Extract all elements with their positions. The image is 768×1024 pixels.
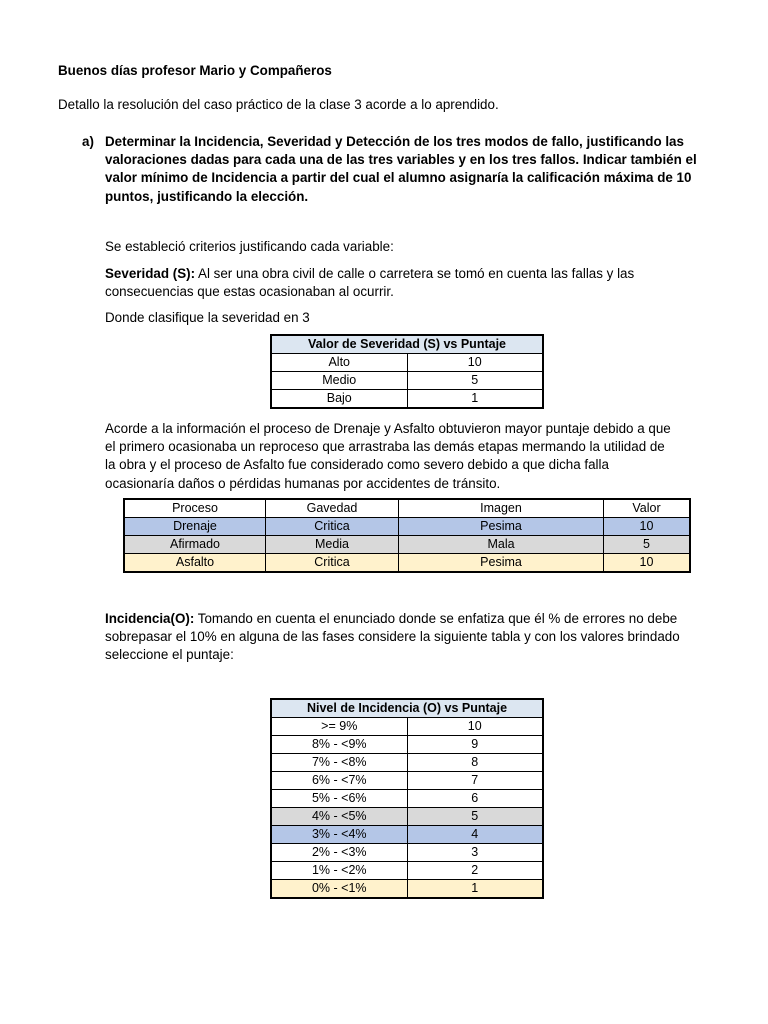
paragraph-line: la obra y el proceso de Asfalto fue considerado como severo debido a que dicha falla: [105, 457, 609, 473]
table-cell: 1: [407, 390, 543, 409]
question-marker: a): [82, 134, 94, 149]
table-row: [271, 844, 543, 862]
table-row: [271, 718, 543, 736]
incidence-paragraph: [105, 610, 730, 665]
severity-label: Severidad (S):: [105, 266, 196, 281]
table-header: Valor: [604, 499, 691, 518]
table-row: [271, 772, 543, 790]
table-cell: Medio: [271, 372, 407, 390]
question-line: puntos, justificando la elección.: [105, 188, 309, 204]
table-cell: Bajo: [271, 390, 407, 409]
table-row: [271, 754, 543, 772]
table-cell: 9: [407, 736, 543, 754]
intro-text: Detallo la resolución del caso práctico de la clase 3 acorde a lo aprendido.: [58, 97, 499, 112]
table-cell: 10: [604, 518, 691, 536]
incidence-text: sobrepasar el 10% en alguna de las fases considere la siguiente tabla y con los valores brindado: [105, 629, 680, 645]
table-row: [124, 554, 690, 573]
incidence-text: Tomando en cuenta el enunciado donde se enfatiza que él % de errores no debe: [194, 611, 678, 626]
table-cell: 3: [407, 844, 543, 862]
paragraph-line: ocasionaría daños o pérdidas humanas por accidentes de tránsito.: [105, 475, 501, 491]
table-cell: Mala: [399, 536, 604, 554]
table-header: Gavedad: [266, 499, 399, 518]
table-cell: Critica: [266, 554, 399, 573]
greeting: Buenos días profesor Mario y Compañeros: [58, 63, 332, 78]
table-cell: 1: [407, 880, 543, 899]
table-row: [271, 390, 543, 409]
process-table: [123, 498, 691, 573]
table-cell: 6: [407, 790, 543, 808]
table-row: [271, 372, 543, 390]
criteria-intro: Se estableció criterios justificando cada variable:: [105, 239, 394, 254]
table-cell: 7% - <8%: [271, 754, 407, 772]
severity-text: consecuencias que estas ocasionaban al ocurrir.: [105, 284, 394, 300]
table-cell: 5: [604, 536, 691, 554]
table-row: [271, 808, 543, 826]
paragraph-line: Acorde a la información el proceso de Drenaje y Asfalto obtuvieron mayor puntaje debido a que: [105, 421, 671, 436]
table-cell: 5: [407, 372, 543, 390]
table-cell: Critica: [266, 518, 399, 536]
table-cell: 4: [407, 826, 543, 844]
table-cell: 8% - <9%: [271, 736, 407, 754]
table-cell: 2% - <3%: [271, 844, 407, 862]
severity-classify: Donde clasifique la severidad en 3: [105, 310, 310, 325]
table-cell: 6% - <7%: [271, 772, 407, 790]
table-row: [124, 518, 690, 536]
paragraph-2: [105, 420, 730, 493]
table-cell: 8: [407, 754, 543, 772]
table-header: Imagen: [399, 499, 604, 518]
table-header-row: [124, 499, 690, 518]
incidence-text: seleccione el puntaje:: [105, 647, 234, 663]
incidence-table-title: Nivel de Incidencia (O) vs Puntaje: [271, 699, 543, 718]
table-cell: Afirmado: [124, 536, 266, 554]
table-cell: 5: [407, 808, 543, 826]
table-cell: Alto: [271, 354, 407, 372]
table-cell: 10: [407, 354, 543, 372]
table-cell: 10: [407, 718, 543, 736]
table-cell: 7: [407, 772, 543, 790]
severity-table: [270, 334, 544, 409]
table-cell: Pesima: [399, 554, 604, 573]
table-cell: 10: [604, 554, 691, 573]
question-line: valoraciones dadas para cada una de las tres variables y en los tres fallos. Indicar también el: [105, 152, 697, 168]
table-cell: Drenaje: [124, 518, 266, 536]
table-cell: 2: [407, 862, 543, 880]
table-row: [271, 736, 543, 754]
table-header: Proceso: [124, 499, 266, 518]
table-cell: Media: [266, 536, 399, 554]
table-row: [271, 790, 543, 808]
table-row: [271, 880, 543, 899]
table-cell: 3% - <4%: [271, 826, 407, 844]
table-row: [271, 862, 543, 880]
table-cell: 4% - <5%: [271, 808, 407, 826]
table-row: [271, 826, 543, 844]
table-cell: Asfalto: [124, 554, 266, 573]
incidence-table: [270, 698, 544, 899]
table-cell: Pesima: [399, 518, 604, 536]
severity-text: Al ser una obra civil de calle o carretera se tomó en cuenta las fallas y las: [195, 266, 635, 281]
incidence-label: Incidencia(O):: [105, 611, 195, 626]
question-line: valor mínimo de Incidencia a partir del cual el alumno asignaría la calificación máxima de 10: [105, 170, 692, 186]
table-cell: 1% - <2%: [271, 862, 407, 880]
severity-table-title: Valor de Severidad (S) vs Puntaje: [271, 335, 543, 354]
table-cell: 5% - <6%: [271, 790, 407, 808]
severity-paragraph: [105, 265, 725, 301]
question-line: Determinar la Incidencia, Severidad y Detección de los tres modos de fallo, justificando las: [105, 134, 684, 149]
table-row: [124, 536, 690, 554]
question-text: [105, 133, 725, 206]
paragraph-line: el primero ocasionaba un reproceso que arrastraba las demás etapas mermando la utilidad de: [105, 439, 665, 455]
table-cell: 0% - <1%: [271, 880, 407, 899]
table-cell: >= 9%: [271, 718, 407, 736]
table-row: [271, 354, 543, 372]
